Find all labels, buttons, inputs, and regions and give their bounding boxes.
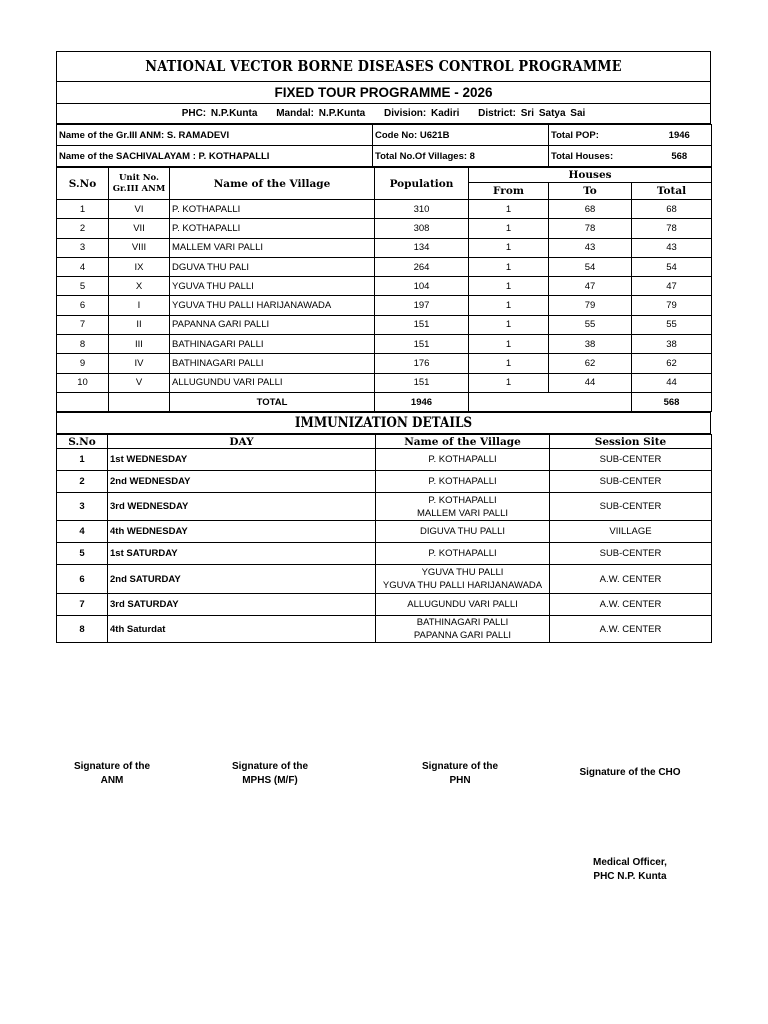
imm-col-sno: S.No: [57, 435, 108, 449]
row-population: 197: [375, 296, 469, 315]
total-label: TOTAL: [170, 392, 375, 411]
row-village: PAPANNA GARI PALLI: [170, 315, 375, 334]
imm-row-village: [376, 543, 550, 565]
imm-village-line: DIGUVA THU PALLI: [420, 526, 505, 538]
row-unit: II: [109, 315, 170, 334]
medical-officer-signature: [578, 856, 682, 884]
row-total: 44: [632, 373, 712, 392]
row-from: 1: [469, 354, 549, 373]
row-to: 54: [549, 257, 632, 276]
imm-row-sno: 8: [57, 616, 108, 643]
imm-village-line: YGUVA THU PALLI HARIJANAWADA: [382, 580, 543, 592]
code-no: Code No: U621B: [373, 125, 549, 146]
imm-row-site: SUB-CENTER: [550, 543, 712, 565]
row-total: 62: [632, 354, 712, 373]
total-blank-from: [469, 392, 549, 411]
mandal-text: Mandal: N.P.Kunta: [276, 108, 366, 119]
imm-row-village: [376, 594, 550, 616]
total-blank-sno: [57, 392, 109, 411]
row-sno: 1: [57, 200, 109, 219]
row-population: 264: [375, 257, 469, 276]
signature-label: Signature of the CHO: [579, 767, 681, 778]
row-total: 43: [632, 238, 712, 257]
imm-row-day: 2nd SATURDAY: [108, 565, 376, 594]
table-row: [57, 219, 712, 238]
table-row: [57, 257, 712, 276]
table-row: [57, 315, 712, 334]
row-unit: VI: [109, 200, 170, 219]
division-text: Division: Kadiri: [384, 108, 460, 119]
signature-role: PHC N.P. Kunta: [593, 871, 667, 882]
row-total: 79: [632, 296, 712, 315]
row-sno: 7: [57, 315, 109, 334]
table-row: [57, 594, 712, 616]
row-unit: IV: [109, 354, 170, 373]
total-population: 1946: [375, 392, 469, 411]
imm-row-site: VIILLAGE: [550, 521, 712, 543]
row-village: BATHINAGARI PALLI: [170, 335, 375, 354]
phn-signature: [408, 760, 512, 788]
table-row: [57, 493, 712, 521]
tour-programme-sheet: [56, 51, 711, 643]
table-row: [57, 200, 712, 219]
village-table: [56, 167, 712, 412]
total-villages: Total No.Of Villages: 8: [373, 146, 549, 167]
total-row: [57, 392, 712, 411]
table-row: [57, 296, 712, 315]
sachivalayam-name: Name of the SACHIVALAYAM : P. KOTHAPALLI: [57, 146, 373, 167]
col-unit: Unit No. Gr.III ANM: [109, 168, 170, 200]
signature-label: Signature of the: [421, 761, 499, 772]
immunization-title: IMMUNIZATION DETAILS: [294, 415, 473, 432]
imm-row-sno: 2: [57, 471, 108, 493]
row-from: 1: [469, 238, 549, 257]
tour-title: FIXED TOUR PROGRAMME - 2026: [274, 85, 493, 100]
signature-label: Signature of the: [231, 761, 309, 772]
imm-village-line: P. KOTHAPALLI: [428, 476, 497, 488]
row-sno: 9: [57, 354, 109, 373]
row-from: 1: [469, 257, 549, 276]
row-to: 79: [549, 296, 632, 315]
imm-row-sno: 6: [57, 565, 108, 594]
imm-row-sno: 1: [57, 449, 108, 471]
table-row: [57, 354, 712, 373]
col-village: Name of the Village: [170, 168, 375, 200]
imm-row-site: SUB-CENTER: [550, 493, 712, 521]
row-village: YGUVA THU PALLI HARIJANAWADA: [170, 296, 375, 315]
row-sno: 6: [57, 296, 109, 315]
row-from: 1: [469, 296, 549, 315]
table-row: [57, 373, 712, 392]
imm-row-village: [376, 493, 550, 521]
row-from: 1: [469, 200, 549, 219]
programme-title: NATIONAL VECTOR BORNE DISEASES CONTROL PROGRAMME: [145, 57, 622, 75]
row-sno: 10: [57, 373, 109, 392]
imm-row-site: A.W. CENTER: [550, 594, 712, 616]
total-blank-unit: [109, 392, 170, 411]
signature-role: PHN: [449, 775, 471, 786]
imm-village-line: YGUVA THU PALLI: [421, 567, 504, 579]
row-total: 54: [632, 257, 712, 276]
table-row: [57, 335, 712, 354]
total-pop-value: 1946: [648, 125, 712, 146]
imm-village-line: PAPANNA GARI PALLI: [413, 630, 512, 642]
imm-village-line: P. KOTHAPALLI: [428, 548, 497, 560]
row-unit: III: [109, 335, 170, 354]
row-to: 44: [549, 373, 632, 392]
imm-row-day: 4th WEDNESDAY: [108, 521, 376, 543]
table-row: [57, 543, 712, 565]
row-sno: 4: [57, 257, 109, 276]
row-population: 151: [375, 315, 469, 334]
imm-row-day: 1st SATURDAY: [108, 543, 376, 565]
table-row: [57, 238, 712, 257]
row-to: 38: [549, 335, 632, 354]
imm-row-site: A.W. CENTER: [550, 616, 712, 643]
row-to: 55: [549, 315, 632, 334]
signature-label: Medical Officer,: [593, 857, 667, 868]
total-blank-to: [549, 392, 632, 411]
imm-row-day: 1st WEDNESDAY: [108, 449, 376, 471]
col-total: Total: [632, 183, 712, 200]
imm-col-site: Session Site: [550, 435, 712, 449]
cho-signature: [570, 766, 690, 780]
col-to: To: [549, 183, 632, 200]
imm-village-line: ALLUGUNDU VARI PALLI: [407, 599, 518, 611]
programme-title-row: [56, 51, 711, 82]
row-population: 176: [375, 354, 469, 373]
row-unit: V: [109, 373, 170, 392]
row-village: YGUVA THU PALLI: [170, 277, 375, 296]
row-sno: 8: [57, 335, 109, 354]
imm-row-village: [376, 471, 550, 493]
imm-village-line: MALLEM VARI PALLI: [417, 507, 508, 519]
imm-row-site: SUB-CENTER: [550, 471, 712, 493]
imm-row-site: A.W. CENTER: [550, 565, 712, 594]
row-unit: X: [109, 277, 170, 296]
row-total: 78: [632, 219, 712, 238]
row-village: MALLEM VARI PALLI: [170, 238, 375, 257]
table-row: [57, 449, 712, 471]
imm-row-village: [376, 449, 550, 471]
row-sno: 5: [57, 277, 109, 296]
signature-role: ANM: [100, 775, 124, 786]
signature-label: Signature of the: [73, 761, 151, 772]
table-row: [57, 565, 712, 594]
row-population: 151: [375, 373, 469, 392]
imm-row-village: [376, 521, 550, 543]
row-village: BATHINAGARI PALLI: [170, 354, 375, 373]
imm-col-day: DAY: [108, 435, 376, 449]
total-houses-label: Total Houses:: [549, 146, 648, 167]
signature-role: MPHS (M/F): [242, 775, 298, 786]
phc-text: PHC: N.P.Kunta: [181, 108, 258, 119]
row-from: 1: [469, 315, 549, 334]
district-text: District: Sri Satya Sai: [478, 108, 586, 119]
row-total: 68: [632, 200, 712, 219]
imm-row-sno: 7: [57, 594, 108, 616]
row-population: 151: [375, 335, 469, 354]
row-village: DGUVA THU PALI: [170, 257, 375, 276]
imm-village-line: P. KOTHAPALLI: [428, 494, 497, 506]
col-population: Population: [375, 168, 469, 200]
row-unit: VIII: [109, 238, 170, 257]
mphs-signature: [218, 760, 322, 788]
table-row: [57, 616, 712, 643]
row-to: 68: [549, 200, 632, 219]
row-unit: IX: [109, 257, 170, 276]
row-village: P. KOTHAPALLI: [170, 219, 375, 238]
row-population: 134: [375, 238, 469, 257]
imm-row-sno: 3: [57, 493, 108, 521]
imm-row-day: 3rd SATURDAY: [108, 594, 376, 616]
location-info: [57, 104, 710, 123]
imm-village-line: BATHINAGARI PALLI: [416, 617, 509, 629]
total-pop-label: Total POP:: [549, 125, 648, 146]
row-from: 1: [469, 373, 549, 392]
row-to: 78: [549, 219, 632, 238]
row-total: 38: [632, 335, 712, 354]
row-unit: I: [109, 296, 170, 315]
imm-row-village: [376, 565, 550, 594]
location-info-row: [56, 104, 711, 124]
row-unit: VII: [109, 219, 170, 238]
imm-row-day: 3rd WEDNESDAY: [108, 493, 376, 521]
immunization-title-row: [56, 412, 711, 434]
row-sno: 3: [57, 238, 109, 257]
row-to: 43: [549, 238, 632, 257]
row-population: 104: [375, 277, 469, 296]
imm-row-village: [376, 616, 550, 643]
imm-row-day: 4th Saturdat: [108, 616, 376, 643]
table-row: [57, 277, 712, 296]
row-total: 55: [632, 315, 712, 334]
meta-table: [56, 124, 712, 167]
imm-village-line: P. KOTHAPALLI: [428, 454, 497, 466]
row-from: 1: [469, 277, 549, 296]
row-population: 310: [375, 200, 469, 219]
col-houses: Houses: [469, 168, 712, 183]
row-village: ALLUGUNDU VARI PALLI: [170, 373, 375, 392]
row-to: 47: [549, 277, 632, 296]
col-from: From: [469, 183, 549, 200]
row-village: P. KOTHAPALLI: [170, 200, 375, 219]
row-from: 1: [469, 335, 549, 354]
row-total: 47: [632, 277, 712, 296]
anm-name: Name of the Gr.III ANM: S. RAMADEVI: [57, 125, 373, 146]
row-from: 1: [469, 219, 549, 238]
imm-row-sno: 5: [57, 543, 108, 565]
table-row: [57, 471, 712, 493]
anm-signature: [60, 760, 164, 788]
row-population: 308: [375, 219, 469, 238]
tour-title-row: [56, 82, 711, 104]
col-sno: S.No: [57, 168, 109, 200]
imm-row-site: SUB-CENTER: [550, 449, 712, 471]
imm-row-day: 2nd WEDNESDAY: [108, 471, 376, 493]
row-to: 62: [549, 354, 632, 373]
table-row: [57, 521, 712, 543]
row-sno: 2: [57, 219, 109, 238]
imm-col-village: Name of the Village: [376, 435, 550, 449]
total-houses-value: 568: [648, 146, 712, 167]
imm-row-sno: 4: [57, 521, 108, 543]
total-houses: 568: [632, 392, 712, 411]
immunization-table: [56, 434, 712, 643]
